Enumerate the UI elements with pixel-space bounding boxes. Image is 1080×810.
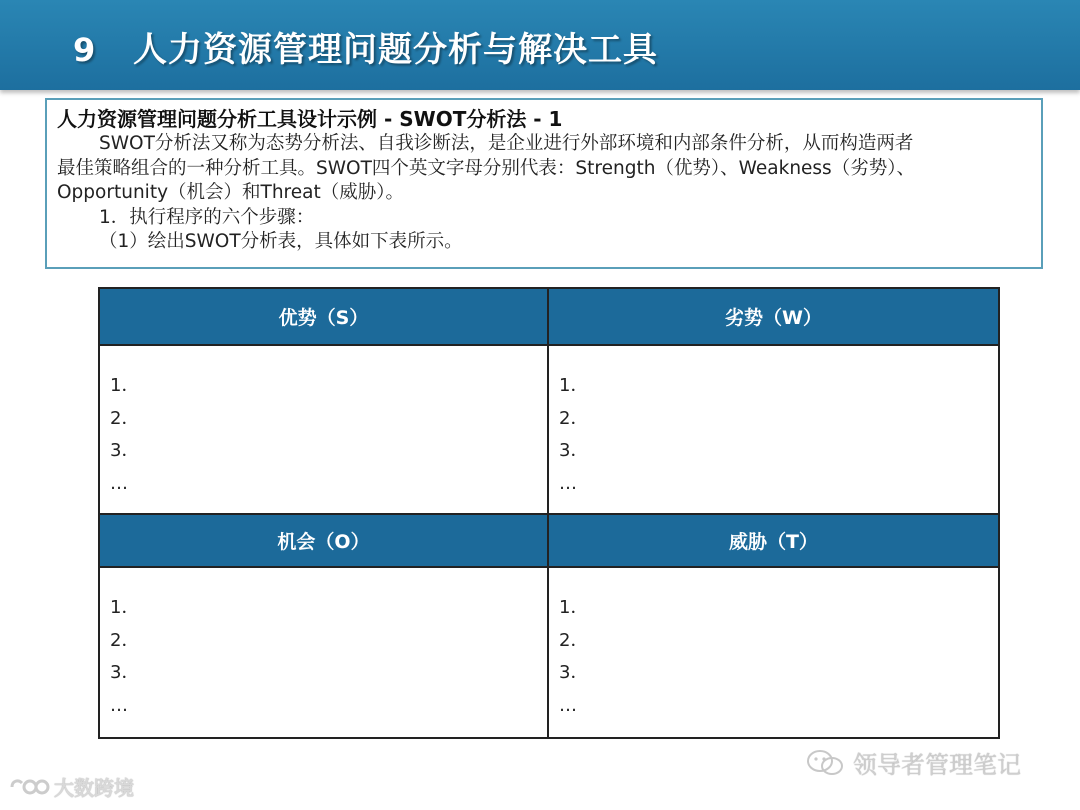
opportunity-item: 3． [110,662,140,683]
strength-cell [100,346,549,513]
opportunity-cell [100,568,549,737]
strength-item: 1． [110,375,140,396]
intro-line-5: （1）绘出SWOT分析表，具体如下表所示。 [99,231,463,252]
watermark-left [6,772,134,801]
weakness-item: 2． [559,407,589,429]
opportunity-header: 机会（O） [100,513,549,568]
strength-item: 2． [110,407,140,429]
opportunity-item: 1． [110,597,140,618]
title-bar [0,0,1080,90]
intro-line-1: SWOT分析法又称为态势分析法、自我诊断法，是企业进行外部环境和内部条件分析，从而构造两者 [99,133,914,154]
intro-heading: 人力资源管理问题分析工具设计示例 - SWOT分析法 - 1 [57,107,563,131]
intro-line-4: 1．执行程序的六个步骤： [99,206,315,228]
swot-table [98,287,1000,739]
intro-line-3: Opportunity（机会）和Threat（威胁）。 [57,182,404,203]
threat-item: 3． [559,662,589,683]
weakness-cell [549,346,998,513]
threat-header: 威胁（T） [549,513,998,568]
weakness-item: 1． [559,375,589,396]
intro-line-2: 最佳策略组合的一种分析工具。SWOT四个英文字母分别代表：Strength（优势）、Weakness（劣势）、 [57,157,915,179]
threat-cell [549,568,998,737]
brand-logo-icon [6,775,50,799]
page-title: 人力资源管理问题分析与解决工具 [133,30,658,70]
weakness-header: 劣势（W） [549,289,998,346]
threat-item: … [559,694,577,716]
intro-box [45,98,1043,269]
weakness-item: 3． [559,440,589,461]
section-number: 9 [73,31,96,69]
strength-item: … [110,472,128,494]
watermark-right [805,745,1021,780]
watermark-right-text: 领导者管理笔记 [853,751,1021,779]
weakness-item: … [559,472,577,494]
watermark-left-text: 大数跨境 [54,776,134,800]
threat-item: 1． [559,597,589,618]
strength-header: 优势（S） [100,289,549,346]
threat-item: 2． [559,629,589,651]
opportunity-item: … [110,694,128,716]
wechat-icon [805,748,845,778]
strength-item: 3． [110,440,140,461]
opportunity-item: 2． [110,629,140,651]
